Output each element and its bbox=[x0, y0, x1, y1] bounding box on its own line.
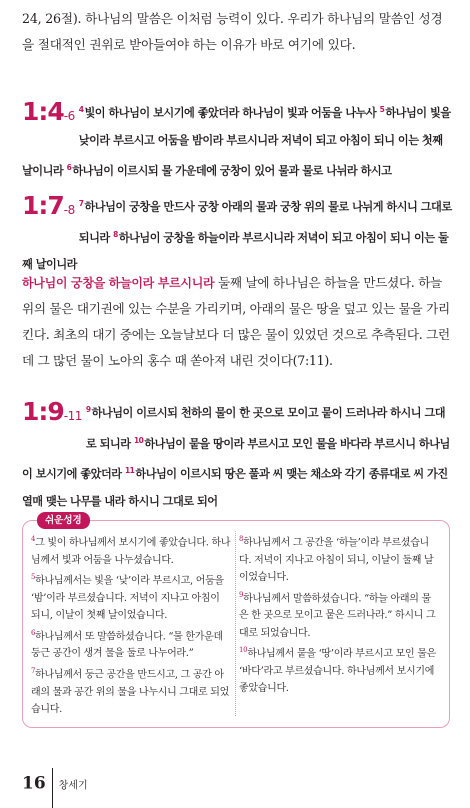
commentary-highlight: 하나님이 궁창을 하늘이라 부르시니라 bbox=[22, 276, 215, 290]
verse-number: 10 bbox=[133, 435, 144, 445]
verse-reference: 1:9-11 bbox=[22, 397, 82, 426]
verse-reference: 1:7-8 bbox=[22, 191, 75, 220]
easy-verse: $^8$하나님께서 그 공간을 ‘하늘’이라 부르셨습니다. 저녁이 지나고 아침이 되니, 이날이 둘째 날이었습니다. bbox=[239, 535, 434, 584]
intro-paragraph: 24, 26절). 하나님의 말씀은 이처럼 능력이 있다. 우리가 하나님의 말씀인 성경을 절대적인 권위로 받아들여야 하는 이유가 바로 여기에 있다. bbox=[22, 11, 443, 52]
verse-number: 11 bbox=[124, 466, 135, 476]
easy-verse: $^{10}$하나님께서 뭍을 ‘땅’이라 부르시고 모인 물은 ‘바다’라고 부르셨습니다. 하나님께서 보시기에 좋았습니다. bbox=[239, 646, 436, 695]
verse-text: 하나님이 이르시되 천하의 물이 한 곳으로 모이고 뭍이 드러나라 하시니 그대로 되니라 bbox=[85, 406, 446, 451]
easy-bible-left-column bbox=[31, 531, 231, 718]
verse-number: 7 bbox=[78, 199, 84, 208]
verse-text: 하나님이 궁창을 만드사 궁창 아래의 물과 궁창 위의 물로 나뉘게 하시니 그대로 되니라 bbox=[78, 200, 452, 245]
easy-bible-box bbox=[22, 515, 450, 728]
page-number: 16 bbox=[22, 773, 46, 794]
commentary-text: 둘째 날에 하나님은 하늘을 만드셨다. 하늘 위의 물은 대기권에 있는 수분을 가리키며, 아래의 물은 땅을 덮고 있는 물을 가리킨다. 최초의 대기 중에는 오늘날보다 더 많은 물이 있었던 것으로 추측된다. 그런데 그 많던 물이 노아의 홍수 때 쏟아져 내린 것이다(7:11). bbox=[22, 275, 450, 368]
verse-number: 8 bbox=[113, 229, 118, 239]
book-title: 창세기 bbox=[58, 780, 88, 792]
easy-verse: $^6$하나님께서 또 말씀하셨습니다. “물 한가운데 둥근 공간이 생겨 물을 둘로 나누어라.” bbox=[31, 628, 223, 660]
verse-text: 하나님이 이르시되 땅은 풀과 씨 맺는 채소와 각기 종류대로 씨 가진 열매 맺는 나무를 내라 하시니 그대로 되어 bbox=[22, 468, 448, 509]
easy-bible-tab: 쉬운성경 bbox=[37, 512, 90, 529]
verse-block-2 bbox=[22, 190, 452, 278]
verse-block-3 bbox=[22, 396, 452, 515]
easy-bible-right-column bbox=[239, 531, 437, 698]
verse-block-1 bbox=[22, 96, 452, 184]
easy-verse: $^5$하나님께서는 빛을 ‘낮’이라 부르시고, 어둠을 ‘밤’이라 부르셨습니다. 저녁이 지나고 아침이 되니, 이날이 첫째 날이었습니다. bbox=[31, 573, 224, 622]
verse-reference: 1:4-6 bbox=[22, 97, 75, 126]
commentary-paragraph bbox=[22, 270, 452, 374]
verse-text: 하나님이 뭍을 땅이라 부르시고 모인 물을 바다라 부르시니 하나님이 보시기에 좋았더라 bbox=[22, 437, 450, 482]
verse-text: 빛이 하나님이 보시기에 좋았더라 하나님이 빛과 어둠을 나누사 bbox=[84, 106, 380, 120]
column-divider bbox=[235, 531, 236, 716]
verse-text: 하나님이 이르시되 물 가운데에 궁창이 있어 물과 물로 나뉘라 하시고 bbox=[72, 164, 392, 178]
verse-number: 5 bbox=[379, 105, 385, 114]
easy-verse: $^4$그 빛이 하나님께서 보시기에 좋았습니다. 하나님께서 빛과 어둠을 나누셨습니다. bbox=[31, 535, 231, 566]
easy-verse: $^9$하나님께서 말씀하셨습니다. “하늘 아래의 물은 한 곳으로 모이고 뭍은 드러나라.” 하시니 그대로 되었습니다. bbox=[239, 590, 436, 639]
verse-number: 4 bbox=[78, 105, 84, 114]
page-footer bbox=[22, 764, 88, 804]
easy-verse: $^7$하나님께서 둥근 공간을 만드시고, 그 공간 아래의 물과 공간 위의 물을 나누시니 그대로 되었습니다. bbox=[31, 666, 229, 715]
verse-number: 6 bbox=[66, 162, 72, 172]
footer-divider bbox=[52, 768, 53, 808]
verse-text: 하나님이 빛을 낮이라 부르시고 어둠을 밤이라 부르시니라 저녁이 되고 아침이 되니 이는 첫째 날이니라 bbox=[22, 106, 451, 178]
verse-text: 하나님이 궁창을 하늘이라 부르시니라 저녁이 되고 아침이 되니 이는 둘째 날이니라 bbox=[22, 231, 449, 272]
verse-number: 9 bbox=[85, 405, 91, 414]
